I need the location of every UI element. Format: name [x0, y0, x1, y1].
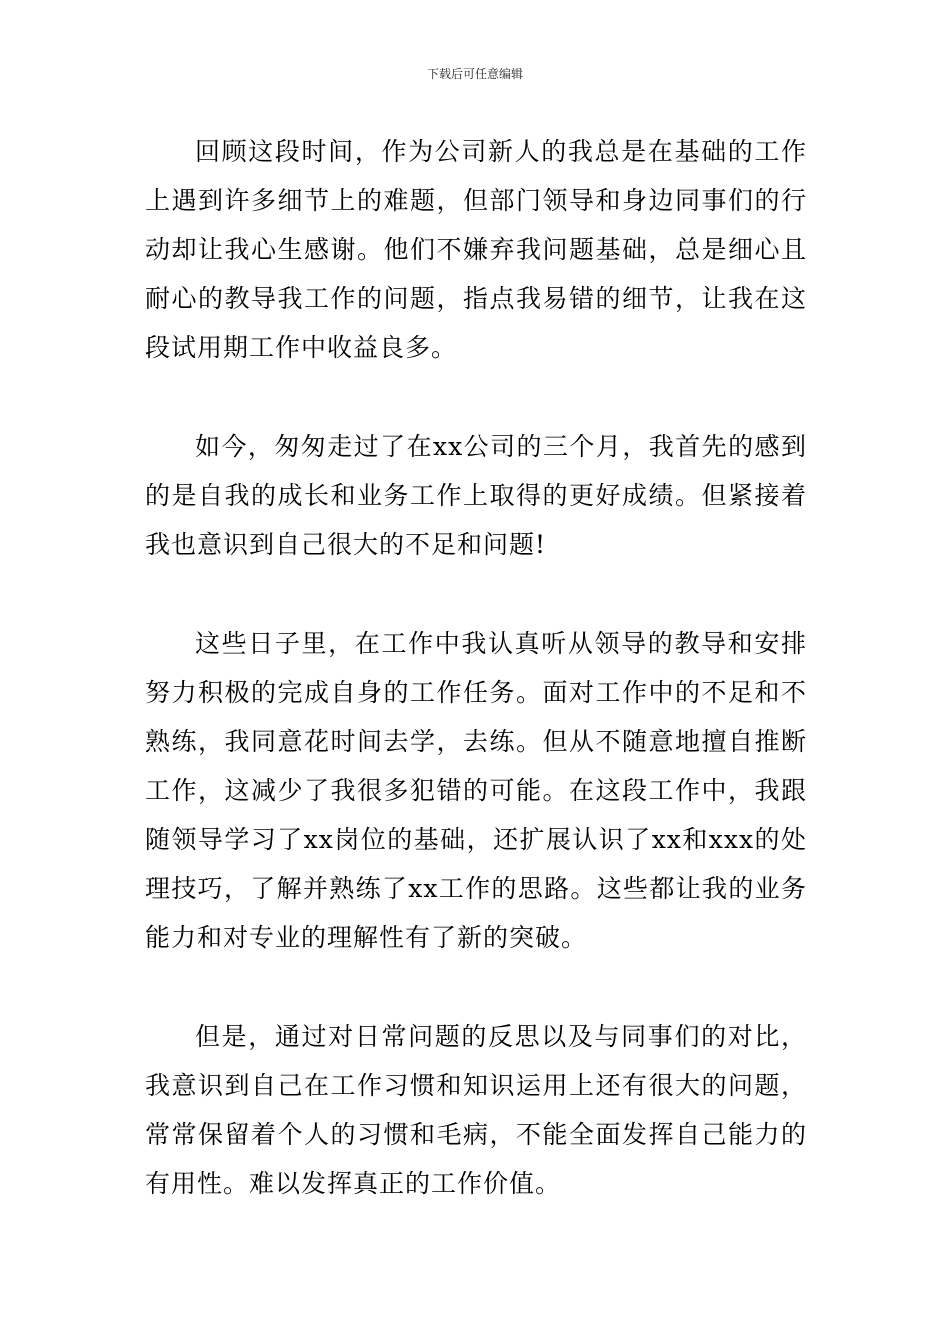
paragraph-3: 这些日子里，在工作中我认真听从领导的教导和安排努力积极的完成自身的工作任务。面对工作中的不足和不熟练，我同意花时间去学，去练。但从不随意地擅自推断工作，这减少了我很多犯错的可能。在这段工作中，我跟随领导学习了xx岗位的基础，还扩展认识了xx和xxx的处理技巧，了解并熟练了xx工作的思路。这些都让我的业务能力和对专业的理解性有了新的突破。 — [145, 629, 807, 952]
page-header: 下载后可任意编辑 — [426, 67, 523, 81]
paragraph-1: 回顾这段时间，作为公司新人的我总是在基础的工作上遇到许多细节上的难题，但部门领导和身边同事们的行动却让我心生感谢。他们不嫌弃我问题基础，总是细心且耐心的教导我工作的问题，指点我易错的细节，让我在这段试用期工作中收益良多。 — [145, 137, 807, 362]
paragraph-2: 如今，匆匆走过了在xx公司的三个月，我首先的感到的是自我的成长和业务工作上取得的更好成绩。但紧接着我也意识到自己很大的不足和问题! — [145, 432, 807, 559]
document-body — [145, 127, 807, 1258]
paragraph-4: 但是，通过对日常问题的反思以及与同事们的对比，我意识到自己在工作习惯和知识运用上还有很大的问题，常常保留着个人的习惯和毛病，不能全面发挥自己能力的有用性。难以发挥真正的工作价值。 — [145, 1022, 807, 1198]
